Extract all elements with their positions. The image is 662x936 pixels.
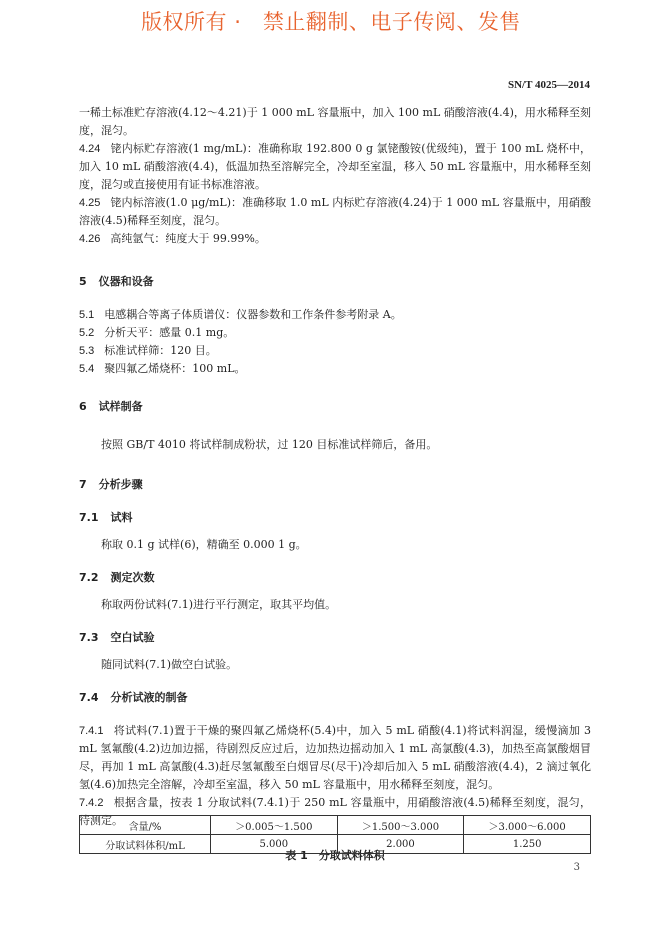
page-number: 3 [573,862,580,873]
section-title: 测定次数 [110,571,155,584]
clause-number: 5.1 [79,309,95,321]
clause-text: 标准试样筛：120 目。 [104,344,217,357]
paragraph-5-2 [79,324,591,342]
table-cell: 分取试料体积/mL [80,835,211,854]
paragraph-7-4-1 [79,722,591,794]
section-number: 7.2 [79,571,99,584]
section-number: 5 [79,275,87,288]
section-heading-7-1 [79,509,591,527]
paragraph-4-24 [79,140,591,194]
sample-volume-table [79,815,591,854]
section-heading-6 [79,398,591,416]
paragraph-6: 按照 GB/T 4010 将试样制成粉状，过 120 目标准试样筛后，备用。 [101,438,438,451]
table-cell: 1.250 [464,835,591,854]
paragraph-4-25 [79,194,591,230]
clause-text: 铑内标溶液(1.0 μg/mL)：准确移取 1.0 mL 内标贮存溶液(4.24)于 1 000 mL 容量瓶中，用硝酸溶液(4.5)稀释至刻度，混匀。 [79,196,591,227]
clause-number: 4.25 [79,197,101,209]
document-body [79,104,591,865]
section-heading-7-4 [79,689,591,707]
section-number: 6 [79,400,87,413]
section-title: 试样制备 [98,400,143,413]
section-heading-7-3 [79,629,591,647]
watermark-banner: 版权所有 · 禁止翻制、电子传阅、发售 [141,10,521,34]
clause-text: 将试料(7.1)置于干燥的聚四氟乙烯烧杯(5.4)中，加入 5 mL 硝酸(4.1)将试料润湿，缓慢滴加 3 mL 氢氟酸(4.2)边加边摇，待剧烈反应过后，边加热边摇动加入 1 mL 高氯酸(4.3)，加热至高氯酸烟冒尽，再加 1 mL 高氯酸(4.3)赶尽氢氟酸至白烟冒尽(尽干)冷却后加入 5 mL 硝酸溶液(4.4)，2 滴过氧化氢(4.6)加热完全溶解，冷却至室温，移入 50 mL 容量瓶中，用水稀释至刻度，混匀。 [79,724,591,791]
table-title: 表 1 分取试料体积 [285,849,385,862]
table-cell: 2.000 [337,835,464,854]
section-number: 7.4 [79,691,99,704]
section-heading-7-2 [79,569,591,587]
section-title: 试料 [110,511,133,524]
paragraph-5-4 [79,360,591,378]
table-row [80,816,591,835]
table-cell: ＞3.000～6.000 [464,816,591,835]
section-title: 分析试液的制备 [110,691,188,704]
clause-number: 7.4.1 [79,725,104,737]
clause-number: 5.2 [79,327,95,339]
paragraph-7-3: 随同试料(7.1)做空白试验。 [101,658,238,671]
standard-number: SN/T 4025—2014 [507,79,590,91]
section-heading-5 [79,273,591,291]
clause-text: 聚四氟乙烯烧杯：100 mL。 [104,362,246,375]
table-cell: 5.000 [211,835,338,854]
paragraph-5-3 [79,342,591,360]
paragraph-7-2: 称取两份试料(7.1)进行平行测定，取其平均值。 [101,598,337,611]
table-cell: ＞0.005～1.500 [211,816,338,835]
table-row [80,835,591,854]
clause-number: 4.24 [79,143,101,155]
paragraph-5-1 [79,306,591,324]
paragraph-4-26 [79,230,591,248]
section-number: 7.3 [79,631,99,644]
clause-text: 分析天平：感量 0.1 mg。 [104,326,235,339]
section-title: 分析步骤 [98,478,143,491]
section-number: 7.1 [79,511,99,524]
clause-number: 5.4 [79,363,95,375]
clause-text: 高纯氩气：纯度大于 99.99%。 [110,232,266,245]
section-heading-7 [79,476,591,494]
clause-number: 5.3 [79,345,95,357]
paragraph-7-1: 称取 0.1 g 试样(6)，精确至 0.000 1 g。 [101,538,307,551]
clause-number: 4.26 [79,233,101,245]
table-cell: 含量/% [80,816,211,835]
table-cell: ＞1.500～3.000 [337,816,464,835]
section-title: 仪器和设备 [98,275,154,288]
section-number: 7 [79,478,87,491]
clause-number: 7.4.2 [79,797,104,809]
section-title: 空白试验 [110,631,155,644]
paragraph-4-23-continued: 一稀土标准贮存溶液(4.12～4.21)于 1 000 mL 容量瓶中，加入 100 mL 硝酸溶液(4.4)，用水稀释至刻度，混匀。 [79,106,591,137]
clause-text: 根据含量，按表 1 分取试料(7.4.1)于 250 mL 容量瓶中，用硝酸溶液(4.5)稀释至刻度，混匀，待测定。 [79,796,591,827]
clause-text: 电感耦合等离子体质谱仪：仪器参数和工作条件参考附录 A。 [104,308,402,321]
clause-text: 铑内标贮存溶液(1 mg/mL)：准确称取 192.800 0 g 氯铑酸铵(优级纯)，置于 100 mL 烧杯中，加入 10 mL 硝酸溶液(4.4)，低温加热至溶解完全，冷却至室温，移入 50 mL 容量瓶中，用水稀释至刻度，混匀或直接使用有证书标准溶液。 [79,142,591,191]
